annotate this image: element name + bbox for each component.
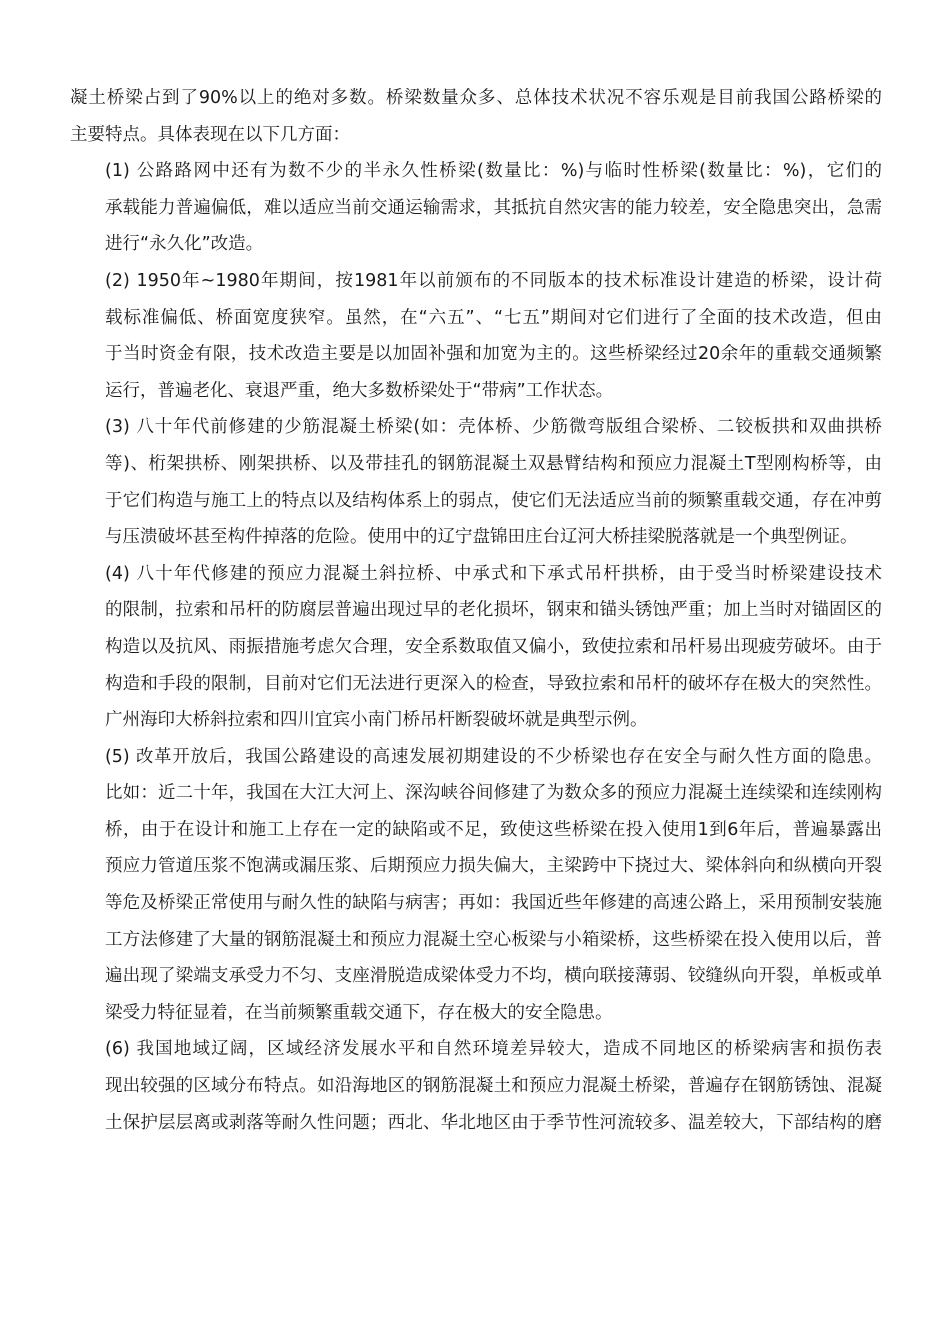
text-line: 凝土桥梁占到了90%以上的绝对多数。桥梁数量众多、总体技术状况不容乐观是目前我国公路桥梁的: [70, 88, 882, 108]
text-line: (6) 我国地域辽阔，区域经济发展水平和自然环境差异较大，造成不同地区的桥梁病害和损伤表: [105, 1039, 882, 1060]
paragraph-item-6: [70, 1031, 882, 1141]
text-line: (3) 八十年代前修建的少筋混凝土桥梁(如：壳体桥、少筋微弯版组合梁桥、二铰板拱和双曲拱桥: [105, 417, 882, 438]
paragraph-item-3: [70, 409, 882, 555]
paragraph-item-5: [70, 739, 882, 1032]
text-line: 等)、桁架拱桥、刚架拱桥、以及带挂孔的钢筋混凝土双悬臂结构和预应力混凝土T型刚构桥等，由: [105, 453, 882, 474]
text-line: 土保护层层离或剥落等耐久性问题；西北、华北地区由于季节性河流较多、温差较大，下部结构的磨: [105, 1112, 882, 1133]
text-line: 桥，由于在设计和施工上存在一定的缺陷或不足，致使这些桥梁在投入使用1到6年后，普遍暴露出: [105, 819, 882, 840]
text-line: 进行“永久化”改造。: [105, 234, 264, 255]
text-line: (2) 1950年~1980年期间，按1981年以前颁布的不同版本的技术标准设计建造的桥梁，设计荷: [105, 270, 882, 291]
paragraph-item-4: [70, 556, 882, 739]
text-line: 构造和手段的限制，目前对它们无法进行更深入的检查，导致拉索和吊杆的破坏存在极大的突然性。: [105, 673, 882, 694]
text-line: 于它们构造与施工上的特点以及结构体系上的弱点，使它们无法适应当前的频繁重载交通，存在冲剪: [105, 490, 882, 511]
text-line: 于当时资金有限，技术改造主要是以加固补强和加宽为主的。这些桥梁经过20余年的重载交通频繁: [105, 344, 882, 365]
text-line: 现出较强的区域分布特点。如沿海地区的钢筋混凝土和预应力混凝土桥梁，普遍存在钢筋锈蚀、混凝: [105, 1076, 882, 1097]
text-line: (1) 公路路网中还有为数不少的半永久性桥梁(数量比：%)与临时性桥梁(数量比：%)，它们的: [105, 161, 882, 182]
text-line: 工方法修建了大量的钢筋混凝土和预应力混凝土空心板梁与小箱梁桥，这些桥梁在投入使用以后，普: [105, 929, 882, 950]
text-line: 梁受力特征显着，在当前频繁重载交通下，存在极大的安全隐患。: [105, 1002, 613, 1023]
text-line: 等危及桥梁正常使用与耐久性的缺陷与病害；再如：我国近些年修建的高速公路上，采用预制安装施: [105, 893, 882, 914]
text-line: 预应力管道压浆不饱满或漏压浆、后期预应力损失偏大，主梁跨中下挠过大、梁体斜向和纵横向开裂: [105, 856, 882, 877]
paragraph-item-1: [70, 153, 882, 263]
text-line: 比如：近二十年，我国在大江大河上、深沟峡谷间修建了为数众多的预应力混凝土连续梁和连续刚构: [105, 783, 882, 804]
text-line: 承载能力普遍偏低，难以适应当前交通运输需求，其抵抗自然灾害的能力较差，安全隐患突出，急需: [105, 197, 882, 218]
text-line: 载标准偏低、桥面宽度狭窄。虽然，在“六五”、“七五”期间对它们进行了全面的技术改造，但由: [105, 307, 882, 328]
text-line: 构造以及抗风、雨振措施考虑欠合理，安全系数取值又偏小，致使拉索和吊杆易出现疲劳破坏。由于: [105, 636, 882, 657]
paragraph-intro: [70, 80, 882, 153]
text-line: 运行，普遍老化、衰退严重，绝大多数桥梁处于“带病”工作状态。: [105, 380, 614, 401]
text-line: 的限制，拉索和吊杆的防腐层普遍出现过早的老化损坏，钢束和锚头锈蚀严重；加上当时对锚固区的: [105, 600, 882, 621]
document-body: [70, 80, 882, 1141]
text-line: 遍出现了梁端支承受力不匀、支座滑脱造成梁体受力不均，横向联接薄弱、铰缝纵向开裂，单板或单: [105, 966, 882, 987]
text-line: 广州海印大桥斜拉索和四川宜宾小南门桥吊杆断裂破坏就是典型示例。: [105, 710, 648, 731]
text-line: 与压溃破坏甚至构件掉落的危险。使用中的辽宁盘锦田庄台辽河大桥挂梁脱落就是一个典型例证。: [105, 527, 858, 548]
text-line: 主要特点。具体表现在以下几方面：: [70, 124, 350, 145]
text-line: (5) 改革开放后，我国公路建设的高速发展初期建设的不少桥梁也存在安全与耐久性方面的隐患。: [105, 746, 882, 767]
text-line: (4) 八十年代修建的预应力混凝土斜拉桥、中承式和下承式吊杆拱桥，由于受当时桥梁建设技术: [105, 563, 882, 584]
paragraph-item-2: [70, 263, 882, 409]
